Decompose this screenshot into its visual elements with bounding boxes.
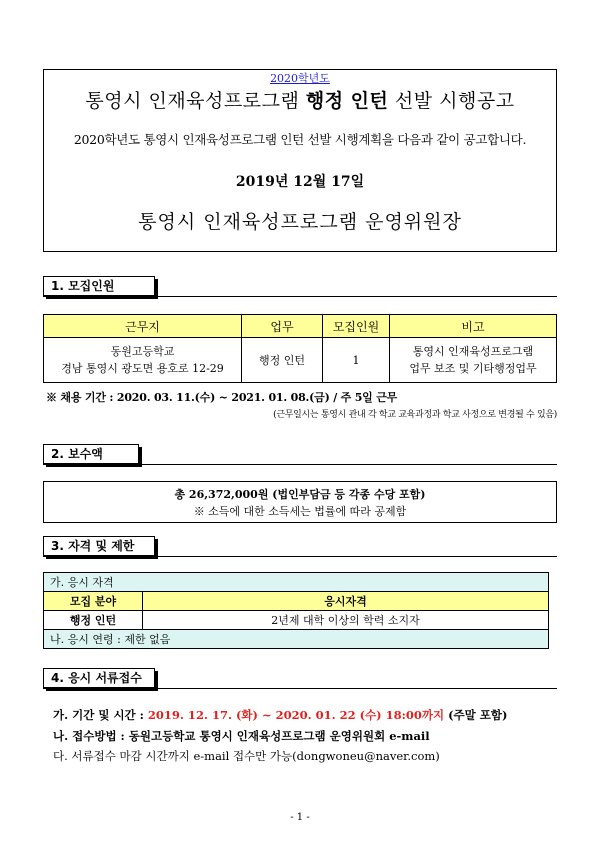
- employment-period-note: ※ 채용 기간 : 2020. 03. 11.(수) ~ 2021. 01. 08.(금) / 주 5일 근무: [46, 391, 398, 404]
- table-row: [44, 611, 549, 630]
- announcement-date: 2019년 12월 17일: [235, 174, 365, 190]
- qualification-table: [43, 572, 549, 649]
- column-header: 모집인원: [323, 315, 390, 338]
- section-heading-application: 4. 응시 서류접수: [43, 668, 155, 688]
- section-divider: [43, 464, 557, 465]
- employment-period-subnote: (근무일시는 통영시 관내 각 학교 교육과정과 학교 사정으로 변경될 수 있음): [273, 410, 557, 420]
- column-header: 근무지: [44, 315, 242, 338]
- table-header-row: [44, 315, 557, 338]
- announcement-subtitle: 2020학년도 통영시 인재육성프로그램 인턴 선발 시행계획을 다음과 같이 공고합니다.: [73, 132, 527, 147]
- application-method: 나. 접수방법 : 동원고등학교 통영시 인재육성프로그램 운영위원회 e-mail: [53, 729, 430, 743]
- issuing-organization: 통영시 인재육성프로그램 운영위원장: [138, 211, 462, 233]
- qualification-cell: 2년제 대학 이상의 학력 소지자: [143, 611, 549, 630]
- table-row: [44, 630, 549, 649]
- column-header: 비고: [390, 315, 557, 338]
- application-period: 가. 기간 및 시간 : 2019. 12. 17. (화) ~ 2020. 01. 22 (수) 18:00까지 (주말 포함): [53, 708, 508, 722]
- workplace-cell: 동원고등학교 경남 통영시 광도면 용호로 12-29: [44, 338, 242, 383]
- column-header: 모집 분야: [44, 592, 143, 611]
- page-title: 통영시 인재육성프로그램 행정 인턴 선발 시행공고: [85, 90, 515, 112]
- pay-tax-note: ※ 소득에 대한 소득세는 법률에 따라 공제함: [193, 505, 407, 518]
- section-divider: [43, 296, 557, 297]
- qualification-a-label: 가. 응시 자격: [44, 573, 549, 592]
- column-header: 업무: [242, 315, 323, 338]
- age-limit-label: 나. 응시 연령 : 제한 없음: [44, 630, 549, 649]
- page-number: - 1 -: [290, 812, 310, 823]
- section-divider: [43, 688, 557, 689]
- recruitment-table: [43, 314, 557, 383]
- section-heading-pay: 2. 보수액: [43, 444, 139, 464]
- table-header-row: [44, 592, 549, 611]
- count-cell: 1: [323, 338, 390, 383]
- column-header: 응시자격: [143, 592, 549, 611]
- pay-amount: 총 26,372,000원 (법인부담금 등 각종 수당 포함): [174, 488, 426, 501]
- year-label: 2020학년도: [270, 72, 330, 85]
- table-row: [44, 573, 549, 592]
- section-divider: [43, 556, 557, 557]
- table-row: [44, 338, 557, 383]
- section-heading-recruitment: 1. 모집인원: [43, 276, 155, 296]
- section-heading-qualification: 3. 자격 및 제한: [43, 536, 155, 556]
- duty-cell: 행정 인턴: [242, 338, 323, 383]
- application-email-note: 다. 서류접수 마감 시간까지 e-mail 접수만 가능(dongwoneu@naver.com): [53, 749, 440, 763]
- remark-cell: 통영시 인재육성프로그램 업무 보조 및 기타행정업무: [390, 338, 557, 383]
- field-cell: 행정 인턴: [44, 611, 143, 630]
